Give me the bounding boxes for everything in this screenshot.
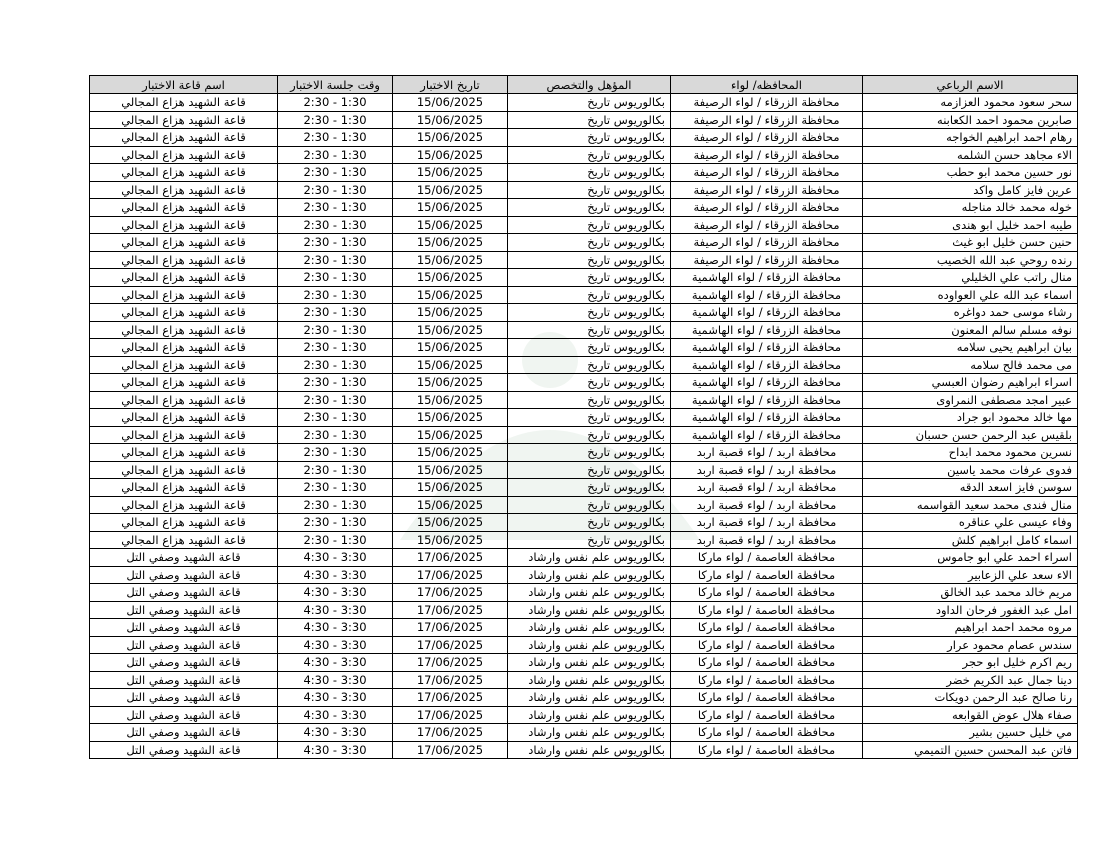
table-row bbox=[90, 671, 1078, 689]
cell-exam-hall: قاعة الشهيد هزاع المجالي bbox=[90, 444, 278, 462]
cell-qualification: بكالوريوس تاريخ bbox=[508, 339, 671, 357]
cell-exam-date: 17/06/2025 bbox=[393, 549, 508, 567]
cell-qualification: بكالوريوس تاريخ bbox=[508, 496, 671, 514]
cell-exam-date: 15/06/2025 bbox=[393, 146, 508, 164]
cell-governorate: محافظة الزرقاء / لواء الرصيفة bbox=[671, 129, 863, 147]
cell-exam-date: 17/06/2025 bbox=[393, 619, 508, 637]
cell-full-name: بيان ابراهيم يحيى سلامه bbox=[863, 339, 1078, 357]
cell-governorate: محافظة اربد / لواء قصبة اربد bbox=[671, 444, 863, 462]
cell-exam-hall: قاعة الشهيد وصفي التل bbox=[90, 636, 278, 654]
cell-qualification: بكالوريوس علم نفس وارشاد bbox=[508, 706, 671, 724]
cell-session-time: 2:30 - 1:30 bbox=[278, 461, 393, 479]
cell-governorate: محافظة الزرقاء / لواء الهاشمية bbox=[671, 286, 863, 304]
cell-exam-hall: قاعة الشهيد وصفي التل bbox=[90, 741, 278, 759]
cell-exam-hall: قاعة الشهيد هزاع المجالي bbox=[90, 461, 278, 479]
table-row bbox=[90, 584, 1078, 602]
cell-qualification: بكالوريوس علم نفس وارشاد bbox=[508, 671, 671, 689]
cell-qualification: بكالوريوس علم نفس وارشاد bbox=[508, 689, 671, 707]
cell-exam-hall: قاعة الشهيد هزاع المجالي bbox=[90, 339, 278, 357]
table-row bbox=[90, 409, 1078, 427]
cell-full-name: نوفه مسلم سالم المعنون bbox=[863, 321, 1078, 339]
cell-full-name: رشاء موسى حمد دواغره bbox=[863, 304, 1078, 322]
cell-qualification: بكالوريوس تاريخ bbox=[508, 321, 671, 339]
cell-exam-hall: قاعة الشهيد وصفي التل bbox=[90, 549, 278, 567]
cell-governorate: محافظة العاصمة / لواء ماركا bbox=[671, 741, 863, 759]
cell-exam-date: 15/06/2025 bbox=[393, 321, 508, 339]
cell-exam-hall: قاعة الشهيد وصفي التل bbox=[90, 706, 278, 724]
table-row bbox=[90, 339, 1078, 357]
cell-governorate: محافظة العاصمة / لواء ماركا bbox=[671, 619, 863, 637]
cell-session-time: 2:30 - 1:30 bbox=[278, 111, 393, 129]
table-row bbox=[90, 654, 1078, 672]
table-row bbox=[90, 199, 1078, 217]
cell-exam-date: 15/06/2025 bbox=[393, 444, 508, 462]
cell-qualification: بكالوريوس تاريخ bbox=[508, 479, 671, 497]
cell-qualification: بكالوريوس تاريخ bbox=[508, 286, 671, 304]
cell-exam-hall: قاعة الشهيد وصفي التل bbox=[90, 671, 278, 689]
header-qualification: المؤهل والتخصص bbox=[508, 76, 671, 94]
cell-governorate: محافظة الزرقاء / لواء الهاشمية bbox=[671, 409, 863, 427]
header-governorate: المحافظه/ لواء bbox=[671, 76, 863, 94]
cell-full-name: فدوى عرفات محمد ياسين bbox=[863, 461, 1078, 479]
header-exam-hall: اسم قاعة الاختبار bbox=[90, 76, 278, 94]
cell-session-time: 2:30 - 1:30 bbox=[278, 374, 393, 392]
cell-session-time: 2:30 - 1:30 bbox=[278, 496, 393, 514]
cell-full-name: عرين فايز كامل واكد bbox=[863, 181, 1078, 199]
cell-exam-date: 15/06/2025 bbox=[393, 496, 508, 514]
cell-governorate: محافظة العاصمة / لواء ماركا bbox=[671, 636, 863, 654]
table-row bbox=[90, 514, 1078, 532]
cell-exam-date: 17/06/2025 bbox=[393, 636, 508, 654]
table-row bbox=[90, 164, 1078, 182]
cell-qualification: بكالوريوس تاريخ bbox=[508, 374, 671, 392]
table-row bbox=[90, 391, 1078, 409]
cell-exam-hall: قاعة الشهيد هزاع المجالي bbox=[90, 531, 278, 549]
exam-schedule-table bbox=[89, 75, 1078, 759]
cell-exam-date: 15/06/2025 bbox=[393, 234, 508, 252]
cell-exam-date: 15/06/2025 bbox=[393, 111, 508, 129]
header-session-time: وقت جلسة الاختبار bbox=[278, 76, 393, 94]
cell-full-name: سحر سعود محمود العزازمه bbox=[863, 94, 1078, 112]
cell-session-time: 2:30 - 1:30 bbox=[278, 146, 393, 164]
cell-full-name: فاتن عبد المحسن حسين التميمي bbox=[863, 741, 1078, 759]
table-row bbox=[90, 181, 1078, 199]
cell-exam-date: 15/06/2025 bbox=[393, 339, 508, 357]
cell-exam-date: 15/06/2025 bbox=[393, 426, 508, 444]
cell-session-time: 4:30 - 3:30 bbox=[278, 566, 393, 584]
cell-exam-date: 15/06/2025 bbox=[393, 216, 508, 234]
cell-session-time: 4:30 - 3:30 bbox=[278, 724, 393, 742]
cell-exam-hall: قاعة الشهيد هزاع المجالي bbox=[90, 514, 278, 532]
cell-session-time: 2:30 - 1:30 bbox=[278, 234, 393, 252]
cell-exam-date: 15/06/2025 bbox=[393, 129, 508, 147]
cell-governorate: محافظة الزرقاء / لواء الهاشمية bbox=[671, 304, 863, 322]
cell-governorate: محافظة العاصمة / لواء ماركا bbox=[671, 706, 863, 724]
cell-full-name: عبير امجد مصطفى النمراوى bbox=[863, 391, 1078, 409]
cell-session-time: 4:30 - 3:30 bbox=[278, 706, 393, 724]
cell-exam-hall: قاعة الشهيد هزاع المجالي bbox=[90, 251, 278, 269]
cell-session-time: 4:30 - 3:30 bbox=[278, 549, 393, 567]
cell-governorate: محافظة اربد / لواء قصبة اربد bbox=[671, 479, 863, 497]
cell-qualification: بكالوريوس تاريخ bbox=[508, 426, 671, 444]
cell-qualification: بكالوريوس تاريخ bbox=[508, 269, 671, 287]
cell-governorate: محافظة الزرقاء / لواء الهاشمية bbox=[671, 426, 863, 444]
cell-qualification: بكالوريوس تاريخ bbox=[508, 94, 671, 112]
cell-full-name: دينا جمال عبد الكريم خضر bbox=[863, 671, 1078, 689]
cell-session-time: 2:30 - 1:30 bbox=[278, 94, 393, 112]
cell-governorate: محافظة الزرقاء / لواء الهاشمية bbox=[671, 269, 863, 287]
cell-exam-date: 15/06/2025 bbox=[393, 409, 508, 427]
table-row bbox=[90, 286, 1078, 304]
cell-session-time: 4:30 - 3:30 bbox=[278, 636, 393, 654]
cell-full-name: صفاء هلال عوض القوابعه bbox=[863, 706, 1078, 724]
cell-session-time: 2:30 - 1:30 bbox=[278, 409, 393, 427]
cell-qualification: بكالوريوس تاريخ bbox=[508, 444, 671, 462]
cell-full-name: اسماء عبد الله علي العواوده bbox=[863, 286, 1078, 304]
cell-qualification: بكالوريوس تاريخ bbox=[508, 234, 671, 252]
cell-governorate: محافظة الزرقاء / لواء الرصيفة bbox=[671, 94, 863, 112]
cell-exam-date: 17/06/2025 bbox=[393, 706, 508, 724]
cell-governorate: محافظة الزرقاء / لواء الرصيفة bbox=[671, 164, 863, 182]
table-row bbox=[90, 129, 1078, 147]
cell-governorate: محافظة الزرقاء / لواء الهاشمية bbox=[671, 374, 863, 392]
table-row bbox=[90, 216, 1078, 234]
cell-qualification: بكالوريوس علم نفس وارشاد bbox=[508, 741, 671, 759]
cell-governorate: محافظة الزرقاء / لواء الهاشمية bbox=[671, 391, 863, 409]
cell-exam-hall: قاعة الشهيد هزاع المجالي bbox=[90, 129, 278, 147]
table-row bbox=[90, 724, 1078, 742]
cell-qualification: بكالوريوس علم نفس وارشاد bbox=[508, 654, 671, 672]
cell-exam-hall: قاعة الشهيد هزاع المجالي bbox=[90, 374, 278, 392]
cell-governorate: محافظة الزرقاء / لواء الرصيفة bbox=[671, 181, 863, 199]
cell-full-name: صابرين محمود احمد الكعابنه bbox=[863, 111, 1078, 129]
cell-exam-date: 15/06/2025 bbox=[393, 514, 508, 532]
cell-exam-date: 15/06/2025 bbox=[393, 356, 508, 374]
cell-qualification: بكالوريوس تاريخ bbox=[508, 199, 671, 217]
cell-qualification: بكالوريوس علم نفس وارشاد bbox=[508, 566, 671, 584]
table-row bbox=[90, 549, 1078, 567]
cell-full-name: امل عبد الغفور فرحان الداود bbox=[863, 601, 1078, 619]
cell-full-name: منال فندى محمد سعيد القواسمه bbox=[863, 496, 1078, 514]
cell-full-name: ريم اكرم خليل ابو حجر bbox=[863, 654, 1078, 672]
cell-session-time: 2:30 - 1:30 bbox=[278, 339, 393, 357]
cell-session-time: 4:30 - 3:30 bbox=[278, 654, 393, 672]
cell-governorate: محافظة اربد / لواء قصبة اربد bbox=[671, 514, 863, 532]
cell-full-name: منال راتب علي الخليلي bbox=[863, 269, 1078, 287]
cell-session-time: 2:30 - 1:30 bbox=[278, 444, 393, 462]
table-row bbox=[90, 251, 1078, 269]
cell-session-time: 2:30 - 1:30 bbox=[278, 391, 393, 409]
cell-exam-hall: قاعة الشهيد وصفي التل bbox=[90, 724, 278, 742]
header-exam-date: تاريخ الاختبار bbox=[393, 76, 508, 94]
cell-session-time: 4:30 - 3:30 bbox=[278, 689, 393, 707]
cell-exam-hall: قاعة الشهيد هزاع المجالي bbox=[90, 216, 278, 234]
cell-governorate: محافظة العاصمة / لواء ماركا bbox=[671, 549, 863, 567]
cell-governorate: محافظة الزرقاء / لواء الهاشمية bbox=[671, 339, 863, 357]
cell-session-time: 2:30 - 1:30 bbox=[278, 531, 393, 549]
table-row bbox=[90, 426, 1078, 444]
table-header-row bbox=[90, 76, 1078, 94]
table-row bbox=[90, 496, 1078, 514]
table-row bbox=[90, 461, 1078, 479]
cell-session-time: 4:30 - 3:30 bbox=[278, 619, 393, 637]
table-row bbox=[90, 636, 1078, 654]
table-row bbox=[90, 304, 1078, 322]
cell-exam-date: 17/06/2025 bbox=[393, 689, 508, 707]
cell-governorate: محافظة العاصمة / لواء ماركا bbox=[671, 724, 863, 742]
cell-qualification: بكالوريوس تاريخ bbox=[508, 409, 671, 427]
table-row bbox=[90, 374, 1078, 392]
cell-exam-hall: قاعة الشهيد هزاع المجالي bbox=[90, 146, 278, 164]
cell-qualification: بكالوريوس تاريخ bbox=[508, 129, 671, 147]
cell-qualification: بكالوريوس تاريخ bbox=[508, 164, 671, 182]
cell-governorate: محافظة الزرقاء / لواء الهاشمية bbox=[671, 356, 863, 374]
table-row bbox=[90, 321, 1078, 339]
cell-governorate: محافظة الزرقاء / لواء الهاشمية bbox=[671, 321, 863, 339]
table-row bbox=[90, 601, 1078, 619]
cell-exam-date: 15/06/2025 bbox=[393, 479, 508, 497]
cell-session-time: 4:30 - 3:30 bbox=[278, 584, 393, 602]
cell-governorate: محافظة الزرقاء / لواء الرصيفة bbox=[671, 199, 863, 217]
cell-exam-date: 15/06/2025 bbox=[393, 269, 508, 287]
table-row bbox=[90, 111, 1078, 129]
cell-full-name: مريم خالد محمد عبد الخالق bbox=[863, 584, 1078, 602]
cell-governorate: محافظة الزرقاء / لواء الرصيفة bbox=[671, 251, 863, 269]
cell-exam-date: 15/06/2025 bbox=[393, 286, 508, 304]
cell-session-time: 2:30 - 1:30 bbox=[278, 286, 393, 304]
table-row bbox=[90, 94, 1078, 112]
cell-exam-date: 15/06/2025 bbox=[393, 461, 508, 479]
cell-governorate: محافظة العاصمة / لواء ماركا bbox=[671, 671, 863, 689]
cell-session-time: 2:30 - 1:30 bbox=[278, 251, 393, 269]
cell-full-name: مي خليل حسين بشير bbox=[863, 724, 1078, 742]
cell-qualification: بكالوريوس تاريخ bbox=[508, 356, 671, 374]
cell-exam-date: 17/06/2025 bbox=[393, 601, 508, 619]
cell-qualification: بكالوريوس تاريخ bbox=[508, 146, 671, 164]
table-row bbox=[90, 531, 1078, 549]
cell-session-time: 2:30 - 1:30 bbox=[278, 321, 393, 339]
table-row bbox=[90, 706, 1078, 724]
cell-exam-hall: قاعة الشهيد هزاع المجالي bbox=[90, 479, 278, 497]
cell-exam-hall: قاعة الشهيد وصفي التل bbox=[90, 654, 278, 672]
cell-session-time: 4:30 - 3:30 bbox=[278, 741, 393, 759]
cell-exam-date: 17/06/2025 bbox=[393, 724, 508, 742]
cell-governorate: محافظة اربد / لواء قصبة اربد bbox=[671, 496, 863, 514]
cell-exam-hall: قاعة الشهيد وصفي التل bbox=[90, 601, 278, 619]
cell-full-name: سندس عصام محمود عرار bbox=[863, 636, 1078, 654]
cell-exam-date: 15/06/2025 bbox=[393, 251, 508, 269]
cell-exam-hall: قاعة الشهيد هزاع المجالي bbox=[90, 234, 278, 252]
cell-governorate: محافظة العاصمة / لواء ماركا bbox=[671, 601, 863, 619]
cell-exam-hall: قاعة الشهيد وصفي التل bbox=[90, 584, 278, 602]
cell-full-name: مى محمد فالح سلامه bbox=[863, 356, 1078, 374]
cell-qualification: بكالوريوس تاريخ bbox=[508, 304, 671, 322]
cell-exam-hall: قاعة الشهيد هزاع المجالي bbox=[90, 164, 278, 182]
cell-session-time: 2:30 - 1:30 bbox=[278, 129, 393, 147]
cell-full-name: رنا صالح عبد الرحمن دويكات bbox=[863, 689, 1078, 707]
table-row bbox=[90, 234, 1078, 252]
table-row bbox=[90, 444, 1078, 462]
cell-session-time: 2:30 - 1:30 bbox=[278, 164, 393, 182]
cell-qualification: بكالوريوس علم نفس وارشاد bbox=[508, 724, 671, 742]
cell-governorate: محافظة اربد / لواء قصبة اربد bbox=[671, 461, 863, 479]
cell-qualification: بكالوريوس علم نفس وارشاد bbox=[508, 601, 671, 619]
cell-exam-date: 15/06/2025 bbox=[393, 94, 508, 112]
cell-session-time: 4:30 - 3:30 bbox=[278, 671, 393, 689]
cell-exam-hall: قاعة الشهيد هزاع المجالي bbox=[90, 496, 278, 514]
cell-exam-date: 15/06/2025 bbox=[393, 391, 508, 409]
cell-exam-hall: قاعة الشهيد هزاع المجالي bbox=[90, 356, 278, 374]
cell-exam-hall: قاعة الشهيد وصفي التل bbox=[90, 566, 278, 584]
cell-exam-hall: قاعة الشهيد هزاع المجالي bbox=[90, 304, 278, 322]
cell-exam-date: 15/06/2025 bbox=[393, 181, 508, 199]
cell-governorate: محافظة العاصمة / لواء ماركا bbox=[671, 566, 863, 584]
cell-governorate: محافظة العاصمة / لواء ماركا bbox=[671, 654, 863, 672]
cell-full-name: رنده روحي عبد الله الخصيب bbox=[863, 251, 1078, 269]
cell-full-name: نسرين محمود محمد ابداح bbox=[863, 444, 1078, 462]
cell-governorate: محافظة الزرقاء / لواء الرصيفة bbox=[671, 111, 863, 129]
header-full-name: الاسم الرباعي bbox=[863, 76, 1078, 94]
cell-session-time: 2:30 - 1:30 bbox=[278, 216, 393, 234]
cell-session-time: 2:30 - 1:30 bbox=[278, 479, 393, 497]
cell-exam-hall: قاعة الشهيد هزاع المجالي bbox=[90, 269, 278, 287]
cell-governorate: محافظة الزرقاء / لواء الرصيفة bbox=[671, 216, 863, 234]
cell-qualification: بكالوريوس علم نفس وارشاد bbox=[508, 584, 671, 602]
cell-qualification: بكالوريوس تاريخ bbox=[508, 514, 671, 532]
cell-governorate: محافظة العاصمة / لواء ماركا bbox=[671, 584, 863, 602]
cell-governorate: محافظة اربد / لواء قصبة اربد bbox=[671, 531, 863, 549]
cell-qualification: بكالوريوس تاريخ bbox=[508, 531, 671, 549]
cell-qualification: بكالوريوس تاريخ bbox=[508, 111, 671, 129]
cell-exam-hall: قاعة الشهيد هزاع المجالي bbox=[90, 94, 278, 112]
cell-full-name: اسراء احمد علي ابو جاموس bbox=[863, 549, 1078, 567]
cell-session-time: 4:30 - 3:30 bbox=[278, 601, 393, 619]
cell-full-name: اسراء ابراهيم رضوان العبسي bbox=[863, 374, 1078, 392]
cell-session-time: 2:30 - 1:30 bbox=[278, 269, 393, 287]
cell-full-name: حنين حسن خليل ابو غيث bbox=[863, 234, 1078, 252]
cell-full-name: مها خالد محمود ابو جراد bbox=[863, 409, 1078, 427]
cell-session-time: 2:30 - 1:30 bbox=[278, 514, 393, 532]
cell-exam-hall: قاعة الشهيد وصفي التل bbox=[90, 689, 278, 707]
table-row bbox=[90, 146, 1078, 164]
cell-exam-hall: قاعة الشهيد هزاع المجالي bbox=[90, 181, 278, 199]
cell-exam-hall: قاعة الشهيد هزاع المجالي bbox=[90, 111, 278, 129]
cell-full-name: سوسن فايز اسعد الدقه bbox=[863, 479, 1078, 497]
cell-session-time: 2:30 - 1:30 bbox=[278, 304, 393, 322]
table-row bbox=[90, 566, 1078, 584]
cell-governorate: محافظة العاصمة / لواء ماركا bbox=[671, 689, 863, 707]
cell-full-name: الاء مجاهد حسن الشلمه bbox=[863, 146, 1078, 164]
table-row bbox=[90, 479, 1078, 497]
cell-full-name: اسماء كامل ابراهيم كلش bbox=[863, 531, 1078, 549]
cell-full-name: نور حسين محمد ابو حطب bbox=[863, 164, 1078, 182]
table-row bbox=[90, 741, 1078, 759]
table-row bbox=[90, 619, 1078, 637]
cell-full-name: الاء سعد علي الزعابير bbox=[863, 566, 1078, 584]
cell-qualification: بكالوريوس تاريخ bbox=[508, 461, 671, 479]
cell-qualification: بكالوريوس تاريخ bbox=[508, 251, 671, 269]
cell-exam-date: 15/06/2025 bbox=[393, 304, 508, 322]
cell-governorate: محافظة الزرقاء / لواء الرصيفة bbox=[671, 146, 863, 164]
cell-session-time: 2:30 - 1:30 bbox=[278, 426, 393, 444]
cell-qualification: بكالوريوس تاريخ bbox=[508, 181, 671, 199]
cell-qualification: بكالوريوس تاريخ bbox=[508, 391, 671, 409]
cell-exam-date: 15/06/2025 bbox=[393, 374, 508, 392]
cell-exam-hall: قاعة الشهيد هزاع المجالي bbox=[90, 409, 278, 427]
cell-session-time: 2:30 - 1:30 bbox=[278, 199, 393, 217]
cell-exam-hall: قاعة الشهيد هزاع المجالي bbox=[90, 199, 278, 217]
cell-full-name: بلقيس عبد الرحمن حسن حسبان bbox=[863, 426, 1078, 444]
cell-exam-hall: قاعة الشهيد هزاع المجالي bbox=[90, 426, 278, 444]
cell-exam-date: 15/06/2025 bbox=[393, 164, 508, 182]
cell-full-name: رهام احمد ابراهيم الخواجه bbox=[863, 129, 1078, 147]
cell-exam-date: 17/06/2025 bbox=[393, 671, 508, 689]
cell-exam-hall: قاعة الشهيد هزاع المجالي bbox=[90, 391, 278, 409]
cell-exam-date: 17/06/2025 bbox=[393, 741, 508, 759]
cell-full-name: طيبه احمد خليل ابو هندى bbox=[863, 216, 1078, 234]
table-row bbox=[90, 689, 1078, 707]
cell-qualification: بكالوريوس علم نفس وارشاد bbox=[508, 619, 671, 637]
cell-governorate: محافظة الزرقاء / لواء الرصيفة bbox=[671, 234, 863, 252]
cell-qualification: بكالوريوس علم نفس وارشاد bbox=[508, 636, 671, 654]
cell-exam-hall: قاعة الشهيد هزاع المجالي bbox=[90, 321, 278, 339]
table-row bbox=[90, 356, 1078, 374]
cell-exam-hall: قاعة الشهيد هزاع المجالي bbox=[90, 286, 278, 304]
cell-exam-date: 15/06/2025 bbox=[393, 531, 508, 549]
table-row bbox=[90, 269, 1078, 287]
cell-qualification: بكالوريوس تاريخ bbox=[508, 216, 671, 234]
cell-qualification: بكالوريوس علم نفس وارشاد bbox=[508, 549, 671, 567]
cell-exam-date: 15/06/2025 bbox=[393, 199, 508, 217]
cell-session-time: 2:30 - 1:30 bbox=[278, 181, 393, 199]
cell-session-time: 2:30 - 1:30 bbox=[278, 356, 393, 374]
cell-full-name: خوله محمد خالد مناجله bbox=[863, 199, 1078, 217]
cell-full-name: مروه محمد احمد ابراهيم bbox=[863, 619, 1078, 637]
cell-full-name: وفاء عيسى علي عناقره bbox=[863, 514, 1078, 532]
cell-exam-date: 17/06/2025 bbox=[393, 584, 508, 602]
cell-exam-hall: قاعة الشهيد وصفي التل bbox=[90, 619, 278, 637]
cell-exam-date: 17/06/2025 bbox=[393, 566, 508, 584]
cell-exam-date: 17/06/2025 bbox=[393, 654, 508, 672]
